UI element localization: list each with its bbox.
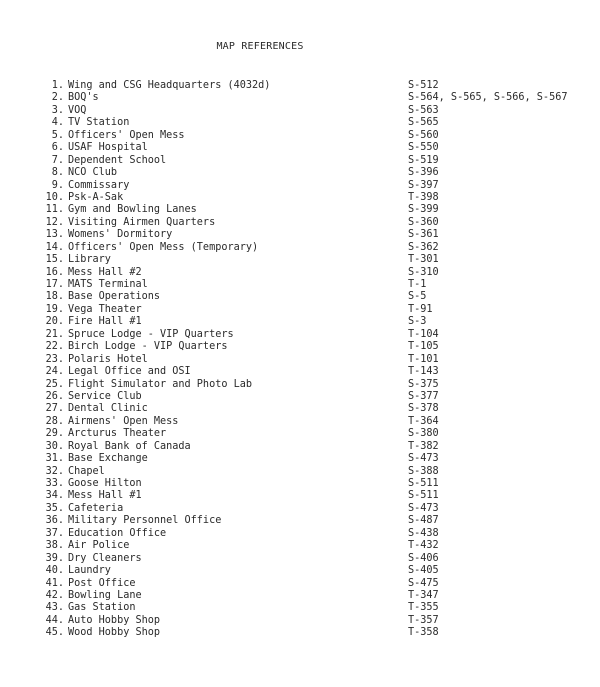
item-building-ref: S-310 <box>408 266 439 278</box>
item-number: 1. <box>51 80 64 91</box>
item-number: 16. <box>45 266 64 278</box>
list-item <box>28 329 588 341</box>
item-number: 19. <box>45 303 64 315</box>
list-item <box>28 590 588 602</box>
list-item <box>28 578 588 590</box>
item-number: 25. <box>45 378 64 390</box>
item-name: MATS Terminal <box>68 279 148 290</box>
item-building-ref: S-375 <box>408 378 439 390</box>
item-name: Womens' Dormitory <box>68 229 173 241</box>
item-name: Education Office <box>68 527 167 539</box>
item-number: 20. <box>45 316 64 328</box>
list-item <box>28 366 588 378</box>
item-building-ref: S-473 <box>408 453 439 465</box>
item-building-ref: T-91 <box>408 303 433 315</box>
list-item <box>28 615 588 627</box>
item-number: 31. <box>45 453 64 465</box>
item-building-ref: T-104 <box>408 328 439 340</box>
list-item <box>28 428 588 440</box>
item-name: Auto Hobby Shop <box>68 614 161 626</box>
list-item <box>28 242 588 254</box>
item-number: 36. <box>45 515 64 527</box>
item-number: 17. <box>45 279 64 290</box>
list-item <box>28 466 588 478</box>
list-item <box>28 391 588 403</box>
item-building-ref: S-3 <box>408 316 427 328</box>
list-item <box>28 217 588 229</box>
list-item <box>28 528 588 540</box>
item-building-ref: T-432 <box>408 540 439 552</box>
list-item <box>28 341 588 353</box>
item-number: 4. <box>51 117 64 129</box>
item-building-ref: S-397 <box>408 179 439 191</box>
item-name: USAF Hospital <box>68 142 148 154</box>
item-building-ref: T-347 <box>408 589 439 601</box>
item-building-ref: S-487 <box>408 515 439 527</box>
list-item <box>28 441 588 453</box>
list-item <box>28 142 588 154</box>
item-number: 9. <box>51 179 64 191</box>
list-item <box>28 478 588 490</box>
item-building-ref: S-512 <box>408 80 439 91</box>
item-number: 2. <box>51 92 64 104</box>
item-number: 29. <box>45 428 64 440</box>
item-name: Officers' Open Mess <box>68 129 185 141</box>
item-number: 11. <box>45 204 64 216</box>
list-item <box>28 515 588 527</box>
page-title: MAP REFERENCES <box>216 41 304 52</box>
item-number: 14. <box>45 241 64 253</box>
item-name: Chapel <box>68 465 105 477</box>
item-number: 44. <box>45 614 64 626</box>
item-number: 21. <box>45 328 64 340</box>
item-building-ref: S-511 <box>408 478 439 489</box>
list-item <box>28 602 588 614</box>
list-item <box>28 180 588 192</box>
list-item <box>28 192 588 204</box>
item-building-ref: S-377 <box>408 390 439 402</box>
item-number: 8. <box>51 167 64 179</box>
item-building-ref: T-105 <box>408 341 439 353</box>
item-name: Gym and Bowling Lanes <box>68 204 197 216</box>
list-item <box>28 117 588 129</box>
item-building-ref: S-362 <box>408 241 439 253</box>
list-item <box>28 155 588 167</box>
item-building-ref: S-565 <box>408 117 439 129</box>
item-number: 45. <box>45 627 64 639</box>
item-building-ref: S-5 <box>408 291 427 303</box>
list-item <box>28 130 588 142</box>
item-name: Officers' Open Mess (Temporary) <box>68 241 259 253</box>
item-number: 34. <box>45 490 64 502</box>
item-number: 5. <box>51 129 64 141</box>
item-building-ref: T-382 <box>408 440 439 452</box>
list-item <box>28 416 588 428</box>
item-building-ref: S-563 <box>408 104 439 116</box>
item-building-ref: S-564, S-565, S-566, S-567 <box>408 92 568 104</box>
item-building-ref: S-380 <box>408 428 439 440</box>
item-name: Gas Station <box>68 602 136 614</box>
list-item <box>28 490 588 502</box>
item-number: 33. <box>45 478 64 489</box>
item-name: Spruce Lodge - VIP Quarters <box>68 328 234 340</box>
item-building-ref: T-358 <box>408 627 439 639</box>
item-name: Legal Office and OSI <box>68 366 191 378</box>
item-name: Dry Cleaners <box>68 552 142 564</box>
list-item <box>28 316 588 328</box>
list-item <box>28 565 588 577</box>
list-item <box>28 304 588 316</box>
item-name: Military Personnel Office <box>68 515 222 527</box>
item-building-ref: T-301 <box>408 254 439 266</box>
item-name: Commissary <box>68 179 130 191</box>
item-number: 35. <box>45 502 64 514</box>
list-item <box>28 540 588 552</box>
item-name: Cafeteria <box>68 502 124 514</box>
item-name: Vega Theater <box>68 303 142 315</box>
item-building-ref: T-1 <box>408 279 427 290</box>
list-item <box>28 80 588 92</box>
item-number: 15. <box>45 254 64 266</box>
item-building-ref: S-406 <box>408 552 439 564</box>
item-number: 28. <box>45 415 64 427</box>
item-number: 3. <box>51 104 64 116</box>
list-item <box>28 204 588 216</box>
item-building-ref: S-405 <box>408 565 439 577</box>
item-name: VOQ <box>68 104 87 116</box>
list-item <box>28 229 588 241</box>
item-name: Royal Bank of Canada <box>68 440 191 452</box>
item-building-ref: S-378 <box>408 403 439 415</box>
item-name: Polaris Hotel <box>68 353 148 365</box>
item-name: Service Club <box>68 390 142 402</box>
item-number: 27. <box>45 403 64 415</box>
item-name: Air Police <box>68 540 130 552</box>
item-building-ref: S-473 <box>408 502 439 514</box>
item-name: Base Operations <box>68 291 161 303</box>
list-item <box>28 92 588 104</box>
item-number: 41. <box>45 577 64 589</box>
item-building-ref: S-511 <box>408 490 439 502</box>
item-building-ref: S-519 <box>408 154 439 166</box>
item-name: Fire Hall #1 <box>68 316 142 328</box>
item-building-ref: T-355 <box>408 602 439 614</box>
map-reference-list <box>28 80 588 640</box>
list-item <box>28 379 588 391</box>
list-item <box>28 354 588 366</box>
item-number: 38. <box>45 540 64 552</box>
item-building-ref: S-550 <box>408 142 439 154</box>
item-name: Wing and CSG Headquarters (4032d) <box>68 80 271 91</box>
item-name: Dental Clinic <box>68 403 148 415</box>
item-number: 12. <box>45 216 64 228</box>
item-number: 26. <box>45 390 64 402</box>
item-number: 42. <box>45 589 64 601</box>
list-item <box>28 291 588 303</box>
item-name: Wood Hobby Shop <box>68 627 161 639</box>
item-number: 23. <box>45 353 64 365</box>
item-building-ref: S-560 <box>408 129 439 141</box>
item-name: Arcturus Theater <box>68 428 167 440</box>
item-building-ref: S-361 <box>408 229 439 241</box>
item-number: 18. <box>45 291 64 303</box>
item-name: Post Office <box>68 577 136 589</box>
list-item <box>28 254 588 266</box>
item-building-ref: S-399 <box>408 204 439 216</box>
list-item <box>28 279 588 291</box>
item-number: 24. <box>45 366 64 378</box>
item-number: 22. <box>45 341 64 353</box>
list-item <box>28 267 588 279</box>
item-name: NCO Club <box>68 167 118 179</box>
item-name: Psk-A-Sak <box>68 191 124 203</box>
list-item <box>28 503 588 515</box>
item-number: 30. <box>45 440 64 452</box>
item-building-ref: T-364 <box>408 415 439 427</box>
item-name: Bowling Lane <box>68 589 142 601</box>
item-name: Laundry <box>68 565 111 577</box>
item-number: 43. <box>45 602 64 614</box>
item-name: Mess Hall #1 <box>68 490 142 502</box>
item-name: Flight Simulator and Photo Lab <box>68 378 253 390</box>
item-name: BOQ's <box>68 92 99 104</box>
item-number: 39. <box>45 552 64 564</box>
item-number: 10. <box>45 191 64 203</box>
item-name: Library <box>68 254 111 266</box>
item-building-ref: T-357 <box>408 614 439 626</box>
item-number: 13. <box>45 229 64 241</box>
item-building-ref: T-143 <box>408 366 439 378</box>
list-item <box>28 403 588 415</box>
item-building-ref: T-398 <box>408 191 439 203</box>
item-building-ref: T-101 <box>408 353 439 365</box>
item-number: 32. <box>45 465 64 477</box>
item-building-ref: S-438 <box>408 527 439 539</box>
item-building-ref: S-396 <box>408 167 439 179</box>
item-number: 37. <box>45 527 64 539</box>
item-building-ref: S-475 <box>408 577 439 589</box>
item-number: 7. <box>51 154 64 166</box>
list-item <box>28 627 588 639</box>
item-building-ref: S-360 <box>408 216 439 228</box>
item-number: 6. <box>51 142 64 154</box>
list-item <box>28 453 588 465</box>
item-name: Mess Hall #2 <box>68 266 142 278</box>
item-name: Dependent School <box>68 154 167 166</box>
item-name: TV Station <box>68 117 130 129</box>
item-name: Airmens' Open Mess <box>68 415 179 427</box>
list-item <box>28 105 588 117</box>
list-item <box>28 553 588 565</box>
item-name: Base Exchange <box>68 453 148 465</box>
item-building-ref: S-388 <box>408 465 439 477</box>
list-item <box>28 167 588 179</box>
item-name: Birch Lodge - VIP Quarters <box>68 341 228 353</box>
item-name: Visiting Airmen Quarters <box>68 216 216 228</box>
item-number: 40. <box>45 565 64 577</box>
item-name: Goose Hilton <box>68 478 142 489</box>
